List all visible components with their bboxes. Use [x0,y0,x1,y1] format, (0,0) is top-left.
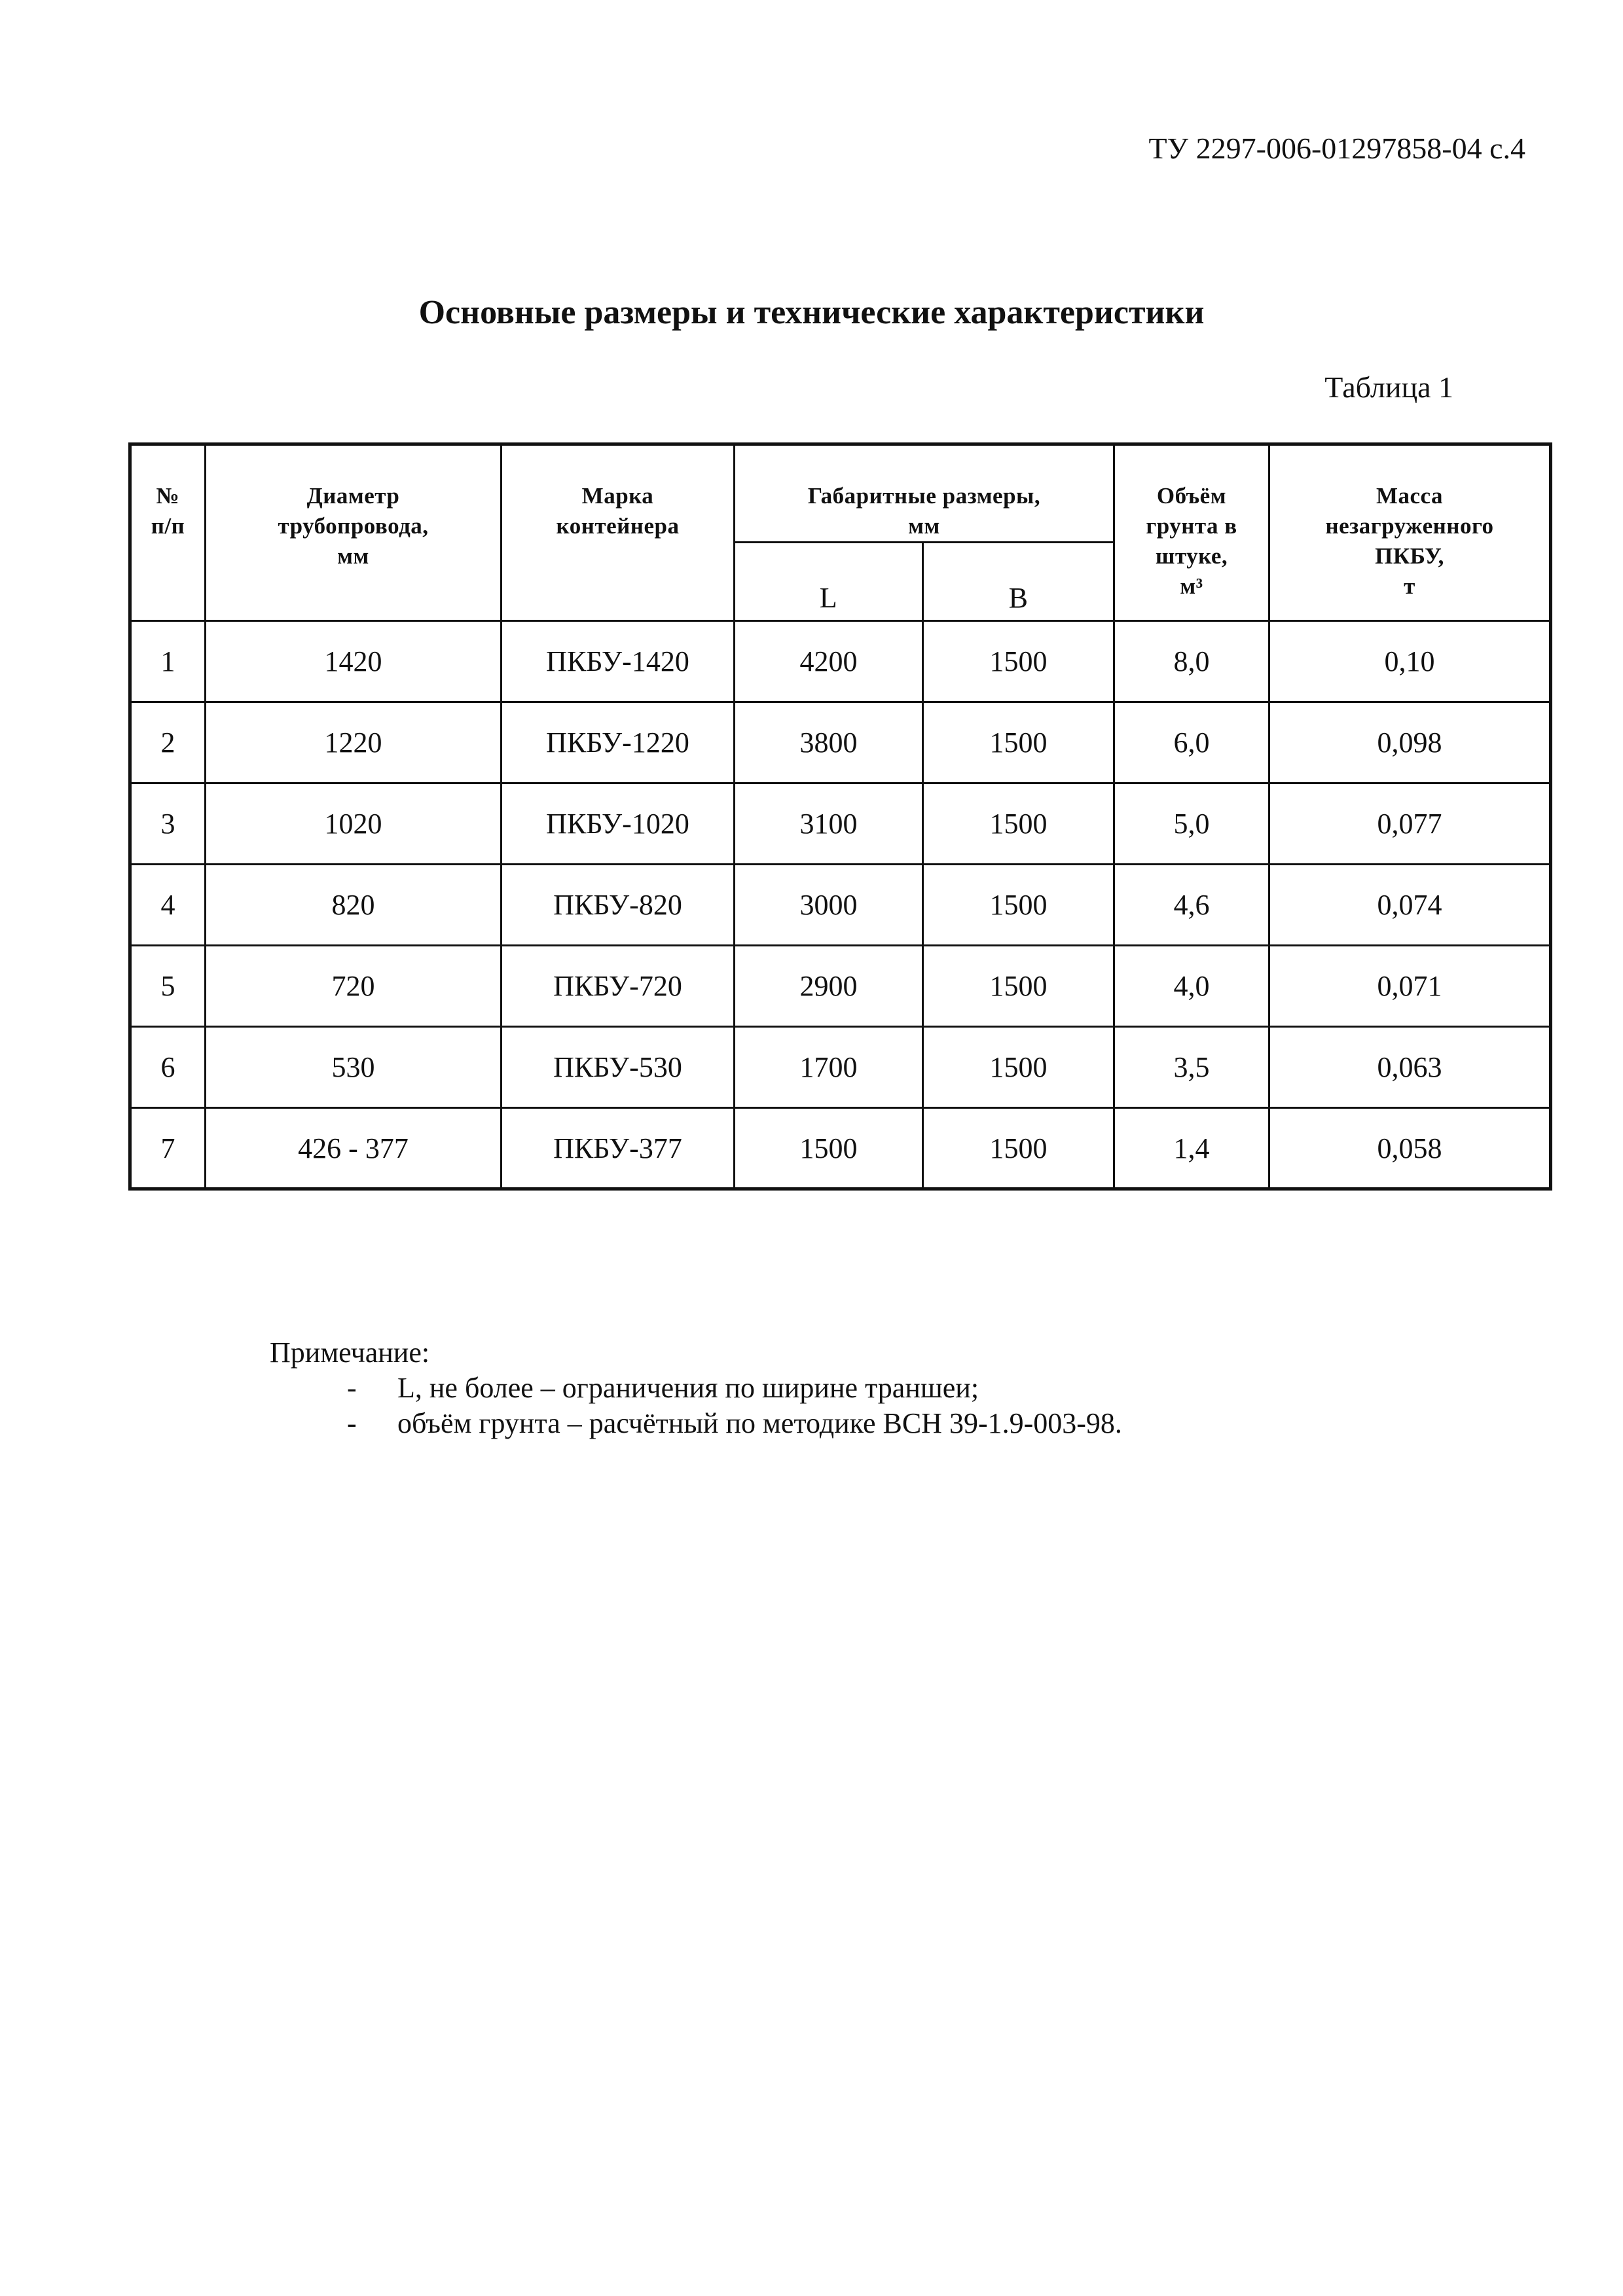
cell-length: 1700 [735,1027,923,1108]
cell-number: 3 [130,783,206,865]
header-volume [1114,444,1269,621]
document-code: ТУ 2297-006-01297858-04 с.4 [1148,132,1525,165]
cell-diameter: 1220 [206,702,501,783]
header-diameter-line: трубопровода, [278,513,429,539]
cell-width: 1500 [923,1027,1114,1108]
specifications-table [128,442,1552,1191]
note-block [270,1335,1122,1441]
header-dimensions-line: Габаритные размеры, [807,483,1041,509]
table-row [130,783,1551,865]
table-row [130,621,1551,702]
cell-length: 3800 [735,702,923,783]
cell-volume: 5,0 [1114,783,1269,865]
header-width: B [923,543,1114,621]
cell-width: 1500 [923,865,1114,946]
cell-length: 3000 [735,865,923,946]
table-row [130,1108,1551,1189]
cell-mark: ПКБУ-820 [501,865,735,946]
header-dimensions-line: мм [908,513,940,539]
table-row [130,702,1551,783]
cell-diameter: 530 [206,1027,501,1108]
header-mark [501,444,735,621]
cell-mass: 0,077 [1269,783,1551,865]
cell-mass: 0,058 [1269,1108,1551,1189]
cell-length: 3100 [735,783,923,865]
header-mass-line: незагруженного [1325,513,1494,539]
cell-width: 1500 [923,1108,1114,1189]
cell-number: 1 [130,621,206,702]
header-volume-line: Объём [1156,483,1227,509]
cell-mark: ПКБУ-530 [501,1027,735,1108]
note-item-text: объём грунта – расчётный по методике ВСН 39-1.9-003-98. [397,1407,1122,1439]
table-row [130,865,1551,946]
cell-volume: 8,0 [1114,621,1269,702]
cell-mark: ПКБУ-1420 [501,621,735,702]
note-item [270,1406,1122,1441]
cell-volume: 3,5 [1114,1027,1269,1108]
cell-number: 6 [130,1027,206,1108]
note-title: Примечание: [270,1336,430,1369]
header-diameter-line: мм [337,543,369,569]
cell-length: 1500 [735,1108,923,1189]
note-item [270,1371,1122,1406]
header-mass-line: т [1404,573,1415,599]
header-mark-line: контейнера [556,513,680,539]
cell-volume: 1,4 [1114,1108,1269,1189]
table-body [130,621,1551,1189]
note-item-text: L, не более – ограничения по ширине траншеи; [397,1372,979,1404]
header-number-line: п/п [151,513,185,539]
cell-number: 2 [130,702,206,783]
cell-width: 1500 [923,946,1114,1027]
note-dash: - [347,1372,357,1404]
cell-mark: ПКБУ-377 [501,1108,735,1189]
cell-diameter: 426 - 377 [206,1108,501,1189]
page-title: Основные размеры и технические характеристики [418,294,1205,331]
cell-diameter: 820 [206,865,501,946]
cell-diameter: 1020 [206,783,501,865]
cell-mark: ПКБУ-720 [501,946,735,1027]
cell-mass: 0,10 [1269,621,1551,702]
cell-mass: 0,074 [1269,865,1551,946]
cell-volume: 4,0 [1114,946,1269,1027]
header-number [130,444,206,621]
header-volume-line: штуке, [1155,543,1228,569]
cell-mass: 0,063 [1269,1027,1551,1108]
cell-mass: 0,071 [1269,946,1551,1027]
header-mass [1269,444,1551,621]
table-row [130,1027,1551,1108]
cell-width: 1500 [923,621,1114,702]
table-header [130,444,1551,621]
header-volume-line: грунта в [1146,513,1237,539]
cell-diameter: 720 [206,946,501,1027]
cell-mark: ПКБУ-1020 [501,783,735,865]
header-diameter-line: Диаметр [306,483,400,509]
header-mass-line: ПКБУ, [1375,543,1444,569]
cell-length: 2900 [735,946,923,1027]
cell-number: 5 [130,946,206,1027]
cell-length: 4200 [735,621,923,702]
header-mark-line: Марка [581,483,654,509]
cell-width: 1500 [923,783,1114,865]
header-diameter [206,444,501,621]
cell-volume: 6,0 [1114,702,1269,783]
header-length: L [735,543,923,621]
cell-volume: 4,6 [1114,865,1269,946]
note-dash: - [347,1407,357,1439]
header-dimensions [735,444,1114,543]
header-number-line: № [156,483,180,509]
cell-width: 1500 [923,702,1114,783]
table-row [130,946,1551,1027]
cell-diameter: 1420 [206,621,501,702]
header-mass-line: Масса [1376,483,1444,509]
cell-mass: 0,098 [1269,702,1551,783]
cell-number: 7 [130,1108,206,1189]
cell-mark: ПКБУ-1220 [501,702,735,783]
header-volume-line: м³ [1180,573,1203,599]
cell-number: 4 [130,865,206,946]
table-label: Таблица 1 [1324,370,1453,404]
